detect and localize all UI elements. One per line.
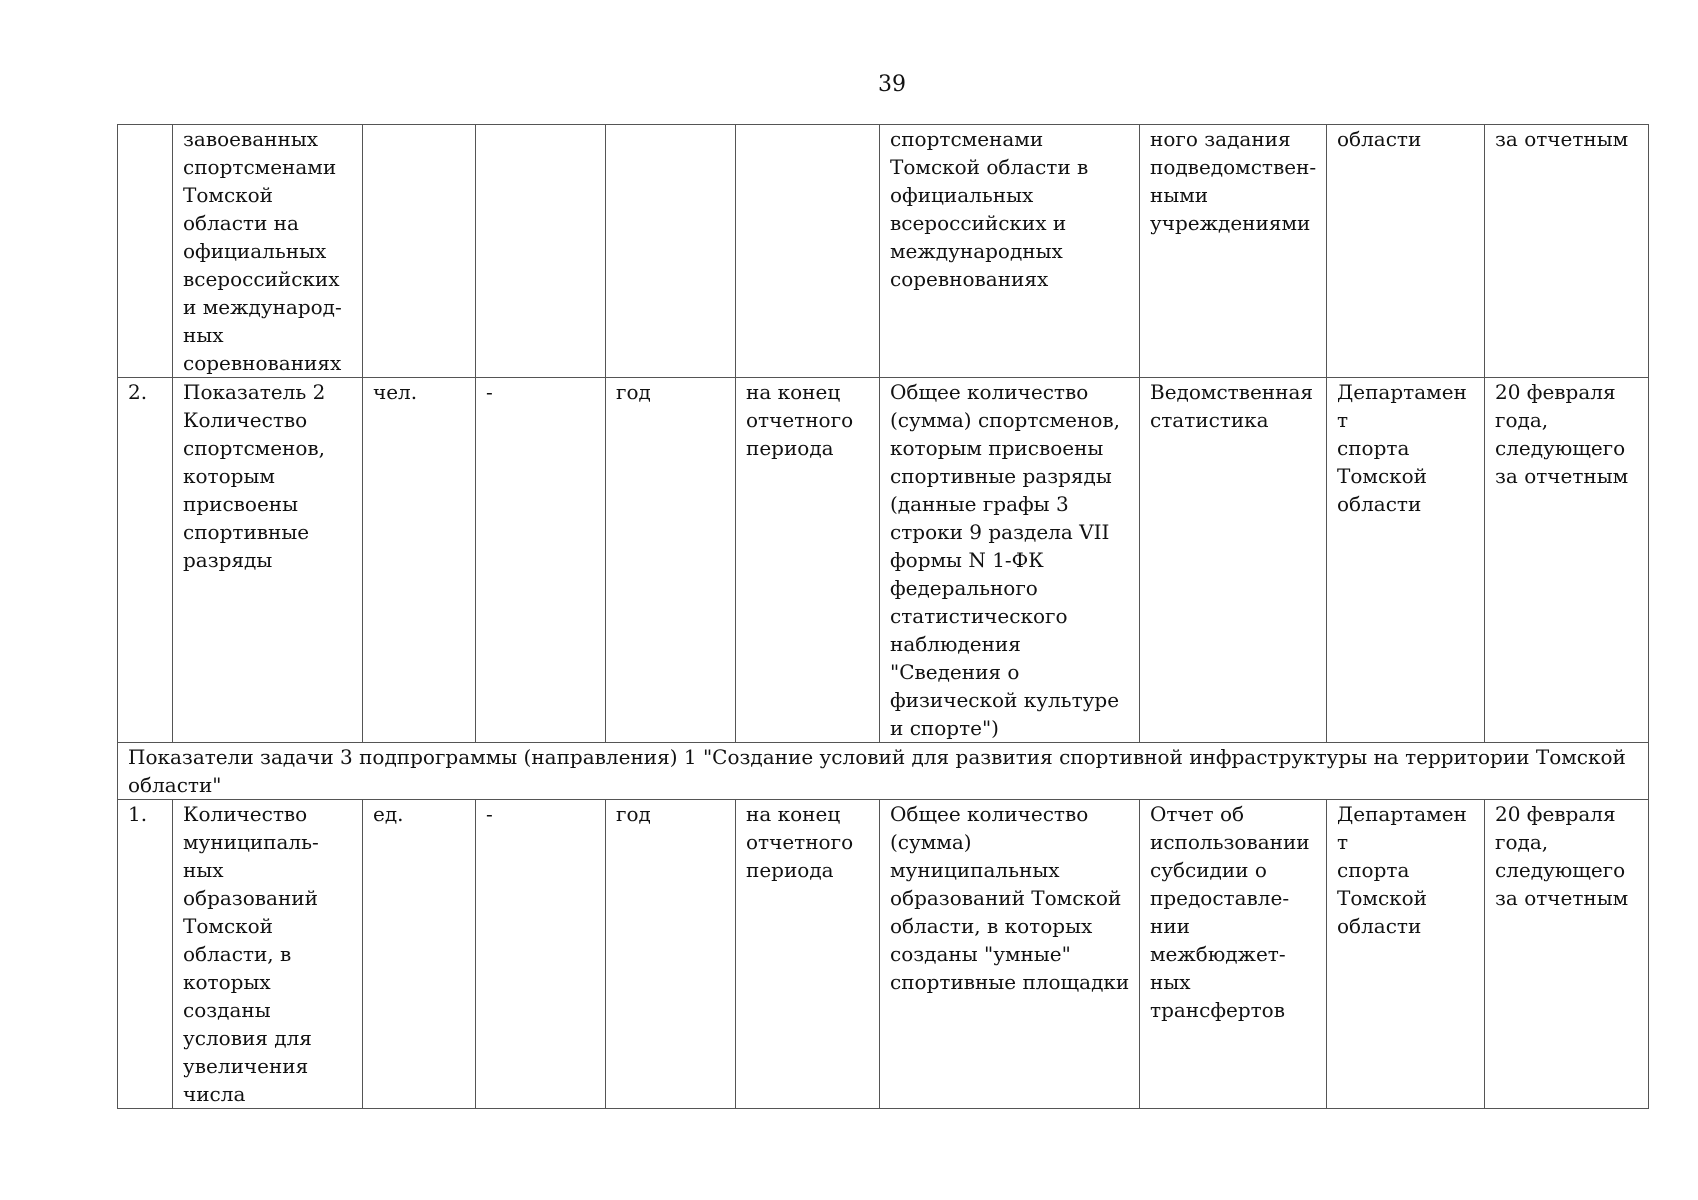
data-source-cell: Отчет об использовании субсидии о предоставле- нии межбюджет- ных трансфертов [1140, 800, 1327, 1109]
unit-cell [363, 125, 476, 378]
unit-cell: ед. [363, 800, 476, 1109]
periodicity-cell [606, 125, 736, 378]
indicator-type-cell: - [476, 378, 606, 743]
page-number: 39 [878, 72, 906, 97]
calculation-method-cell: спортсменами Томской области в официальных всероссийских и международных соревнованиях [880, 125, 1140, 378]
data-source-cell: Ведомственная статистика [1140, 378, 1327, 743]
row-number-cell: 2. [118, 378, 173, 743]
time-characteristic-cell: на конец отчетного периода [736, 378, 880, 743]
row-number-cell: 1. [118, 800, 173, 1109]
responsible-cell: Департамент спорта Томской области [1327, 378, 1485, 743]
time-characteristic-cell: на конец отчетного периода [736, 800, 880, 1109]
indicators-table [117, 124, 1649, 1109]
deadline-cell: за отчетным [1485, 125, 1649, 378]
table-row [118, 125, 1649, 378]
time-characteristic-cell [736, 125, 880, 378]
table-row [118, 378, 1649, 743]
section-header-row [118, 743, 1649, 800]
indicator-type-cell [476, 125, 606, 378]
calculation-method-cell: Общее количество (сумма) муниципальных образований Томской области, в которых созданы "умные" спортивные площадки [880, 800, 1140, 1109]
calculation-method-cell: Общее количество (сумма) спортсменов, которым присвоены спортивные разряды (данные графы 3 строки 9 раздела VII формы N 1-ФК федерального статистического наблюдения "Сведения о физической культуре и спорте") [880, 378, 1140, 743]
data-source-cell: ного задания подведомствен- ными учреждениями [1140, 125, 1327, 378]
table-row [118, 800, 1649, 1109]
responsible-cell: Департамент спорта Томской области [1327, 800, 1485, 1109]
unit-cell: чел. [363, 378, 476, 743]
indicator-name-cell: Показатель 2 Количество спортсменов, которым присвоены спортивные разряды [173, 378, 363, 743]
responsible-cell: области [1327, 125, 1485, 378]
row-number-cell [118, 125, 173, 378]
indicator-name-cell: Количество муниципаль- ных образований Томской области, в которых созданы условия для увеличения числа [173, 800, 363, 1109]
section-title: Показатели задачи 3 подпрограммы (направления) 1 "Создание условий для развития спортивной инфраструктуры на территории Томской области" [118, 743, 1649, 800]
indicator-name-cell: завоеванных спортсменами Томской области на официальных всероссийских и международ- ных соревнованиях [173, 125, 363, 378]
deadline-cell: 20 февраля года, следующего за отчетным [1485, 800, 1649, 1109]
periodicity-cell: год [606, 378, 736, 743]
periodicity-cell: год [606, 800, 736, 1109]
indicator-type-cell: - [476, 800, 606, 1109]
deadline-cell: 20 февраля года, следующего за отчетным [1485, 378, 1649, 743]
